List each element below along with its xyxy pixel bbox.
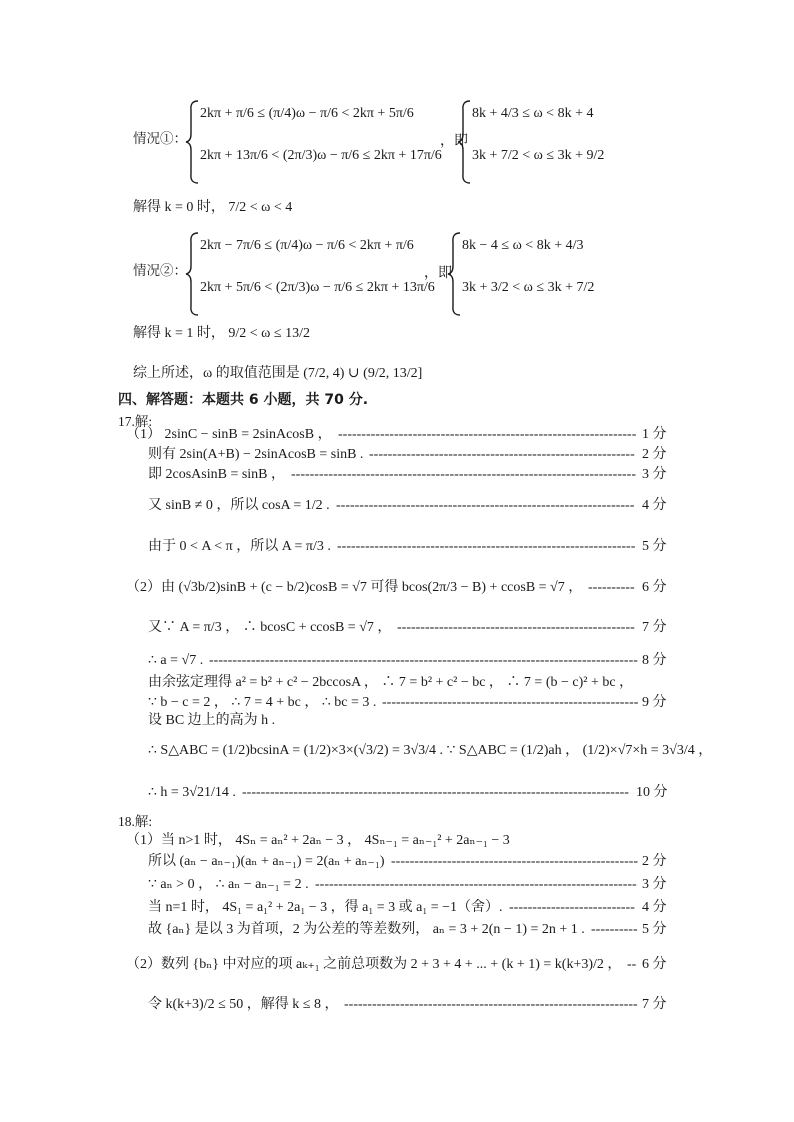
p18-text: 当 n=1 时， 4S₁ = a₁² + 2a₁ − 3 ，得 a₁ = 3 或 a₁ = −1（舍）. (148, 900, 503, 915)
case1-sys1-line2: 2kπ + 13π/6 < (2π/3)ω − π/6 ≤ 2kπ + 17π/6 (200, 148, 442, 163)
p17-leader: ---------------------------------------------------------------- (337, 539, 636, 554)
p17-line (0, 736, 794, 766)
p17-score: 10 分 (636, 785, 668, 800)
p17-text: ∵ b − c = 2 ， ∴ 7 = 4 + bc ， ∴ bc = 3 . (148, 695, 377, 710)
p18-leader: -- (627, 957, 637, 972)
p17-text: ∴ h = 3√21/14 . (148, 785, 236, 800)
p17-text: （1） 2sinC − sinB = 2sinAcosB ， (126, 427, 332, 442)
p18-score: 4 分 (642, 900, 667, 915)
p18-leader: --------------------------------------------------------------------- (315, 877, 637, 892)
p18-score: 2 分 (642, 854, 667, 869)
p17-line (0, 491, 794, 521)
p18-line (0, 950, 794, 980)
case1-brace-right (458, 100, 472, 184)
p17-leader: ---------------------------------------------------------------- (338, 427, 637, 442)
p17-text: 又 sinB ≠ 0 ，所以 cosA = 1/2 . (148, 498, 330, 513)
p17-line (0, 613, 794, 643)
p17-text: 由余弦定理得 a² = b² + c² − 2bccosA ， ∴ 7 = b² + c² − bc ， ∴ 7 = (b − c)² + bc ， (148, 675, 634, 690)
p17-score: 2 分 (642, 447, 667, 462)
p17-leader: ---------- (588, 580, 635, 595)
case2-sys1-line1: 2kπ − 7π/6 ≤ (π/4)ω − π/6 < 2kπ + π/6 (200, 238, 414, 253)
case2-sys1-line2: 2kπ + 5π/6 < (2π/3)ω − π/6 ≤ 2kπ + 13π/6 (200, 280, 435, 295)
case1-brace-left (186, 100, 200, 184)
p17-text: 又∵ A = π/3 ， ∴ bcosC + ccosB = √7 ， (148, 620, 392, 635)
p17-leader: ----------------------------------------------------------------------------------- (242, 785, 629, 800)
case1-result: 解得 k = 0 时， 7/2 < ω < 4 (133, 200, 293, 215)
case1-sys2-line1: 8k + 4/3 ≤ ω < 8k + 4 (472, 106, 594, 121)
p18-leader: ---------- (591, 922, 638, 937)
p17-leader: ---------------------------------------------------------------- (336, 498, 635, 513)
case1-sys2-line2: 3k + 7/2 < ω ≤ 3k + 9/2 (472, 148, 605, 163)
p18-score: 3 分 (642, 877, 667, 892)
p18-score: 5 分 (642, 922, 667, 937)
p17-text: 设 BC 边上的高为 h . (148, 713, 276, 728)
p17-line (0, 778, 794, 808)
case2-sys2-line1: 8k − 4 ≤ ω < 8k + 4/3 (462, 238, 584, 253)
p17-leader: ------------------------------------------------------- (382, 695, 639, 710)
case2-sys2-line2: 3k + 3/2 < ω ≤ 3k + 7/2 (462, 280, 595, 295)
p18-text: 故 {aₙ} 是以 3 为首项，2 为公差的等差数列， aₙ = 3 + 2(n − 1) = 2n + 1 . (148, 922, 585, 937)
summary: 综上所述，ω 的取值范围是 (7/2, 4) ∪ (9/2, 13/2] (133, 366, 423, 381)
case1-connector: ，即 (440, 134, 468, 149)
case2-brace-left (186, 232, 200, 316)
p17-leader: -------------------------------------------------------------------------- (291, 467, 636, 482)
case1-sys1-line1: 2kπ + π/6 ≤ (π/4)ω − π/6 < 2kπ + 5π/6 (200, 106, 414, 121)
p17-text: ∴ S△ABC = (1/2)bcsinA = (1/2)×3×(√3/2) = 3√3/4 . ∵ S△ABC = (1/2)ah ， (1/2)×√7×h = 3√3/4 ， (148, 743, 713, 758)
p18-score: 7 分 (642, 997, 667, 1012)
p18-line (0, 915, 794, 945)
p17-score: 9 分 (642, 695, 667, 710)
p17-line (0, 706, 794, 736)
p17-line (0, 573, 794, 603)
p17-score: 3 分 (642, 467, 667, 482)
p17-score: 4 分 (642, 498, 667, 513)
case2-label: 情况②： (133, 263, 187, 278)
problem18-label: 18.解: (118, 814, 153, 829)
p17-leader: -------------------------------------------------------------------------------------------- (209, 653, 638, 668)
section-heading: 四、解答题：本题共 6 小题，共 70 分. (118, 392, 369, 408)
p17-text: 由于 0 < A < π ，所以 A = π/3 . (148, 539, 331, 554)
p17-text: （2）由 (√3b/2)sinB + (c − b/2)cosB = √7 可得 bcos(2π/3 − B) + ccosB = √7 ， (126, 580, 583, 595)
p17-score: 6 分 (642, 580, 667, 595)
p17-score: 8 分 (642, 653, 667, 668)
case2-brace-right (448, 232, 462, 316)
p17-text: 则有 2sin(A+B) − 2sinAcosB = sinB . (148, 447, 364, 462)
p18-text: ∵ aₙ > 0 ， ∴ aₙ − aₙ₋₁ = 2 . (148, 877, 309, 892)
p17-leader: --------------------------------------------------- (397, 620, 635, 635)
case1-label: 情况①： (133, 131, 187, 146)
p18-text: 令 k(k+3)/2 ≤ 50 ，解得 k ≤ 8 ， (148, 997, 339, 1012)
p18-text: （1）当 n>1 时， 4Sₙ = aₙ² + 2aₙ − 3 ， 4Sₙ₋₁ = aₙ₋₁² + 2aₙ₋₁ − 3 (126, 833, 510, 848)
p18-line (0, 990, 794, 1020)
case2-result: 解得 k = 1 时， 9/2 < ω ≤ 13/2 (133, 326, 310, 341)
p18-leader: --------------------------- (509, 900, 635, 915)
p17-line (0, 532, 794, 562)
p17-score: 1 分 (642, 427, 667, 442)
p17-line (0, 460, 794, 490)
p17-score: 5 分 (642, 539, 667, 554)
p18-score: 6 分 (642, 957, 667, 972)
p17-leader: --------------------------------------------------------- (369, 447, 635, 462)
p17-score: 7 分 (642, 620, 667, 635)
p18-text: （2）数列 {bₙ} 中对应的项 aₖ₊₁ 之前总项数为 2 + 3 + 4 + ... + (k + 1) = k(k+3)/2 ， (126, 957, 622, 972)
case2-connector: ，即 (424, 266, 452, 281)
p18-leader: ----------------------------------------------------- (391, 854, 639, 869)
p18-leader: --------------------------------------------------------------- (344, 997, 638, 1012)
p17-text: 即 2cosAsinB = sinB ， (148, 467, 286, 482)
problem17-label: 17.解: (118, 414, 153, 429)
p18-text: 所以 (aₙ − aₙ₋₁)(aₙ + aₙ₋₁) = 2(aₙ + aₙ₋₁) (148, 854, 385, 869)
p17-text: ∴ a = √7 . (148, 653, 204, 668)
